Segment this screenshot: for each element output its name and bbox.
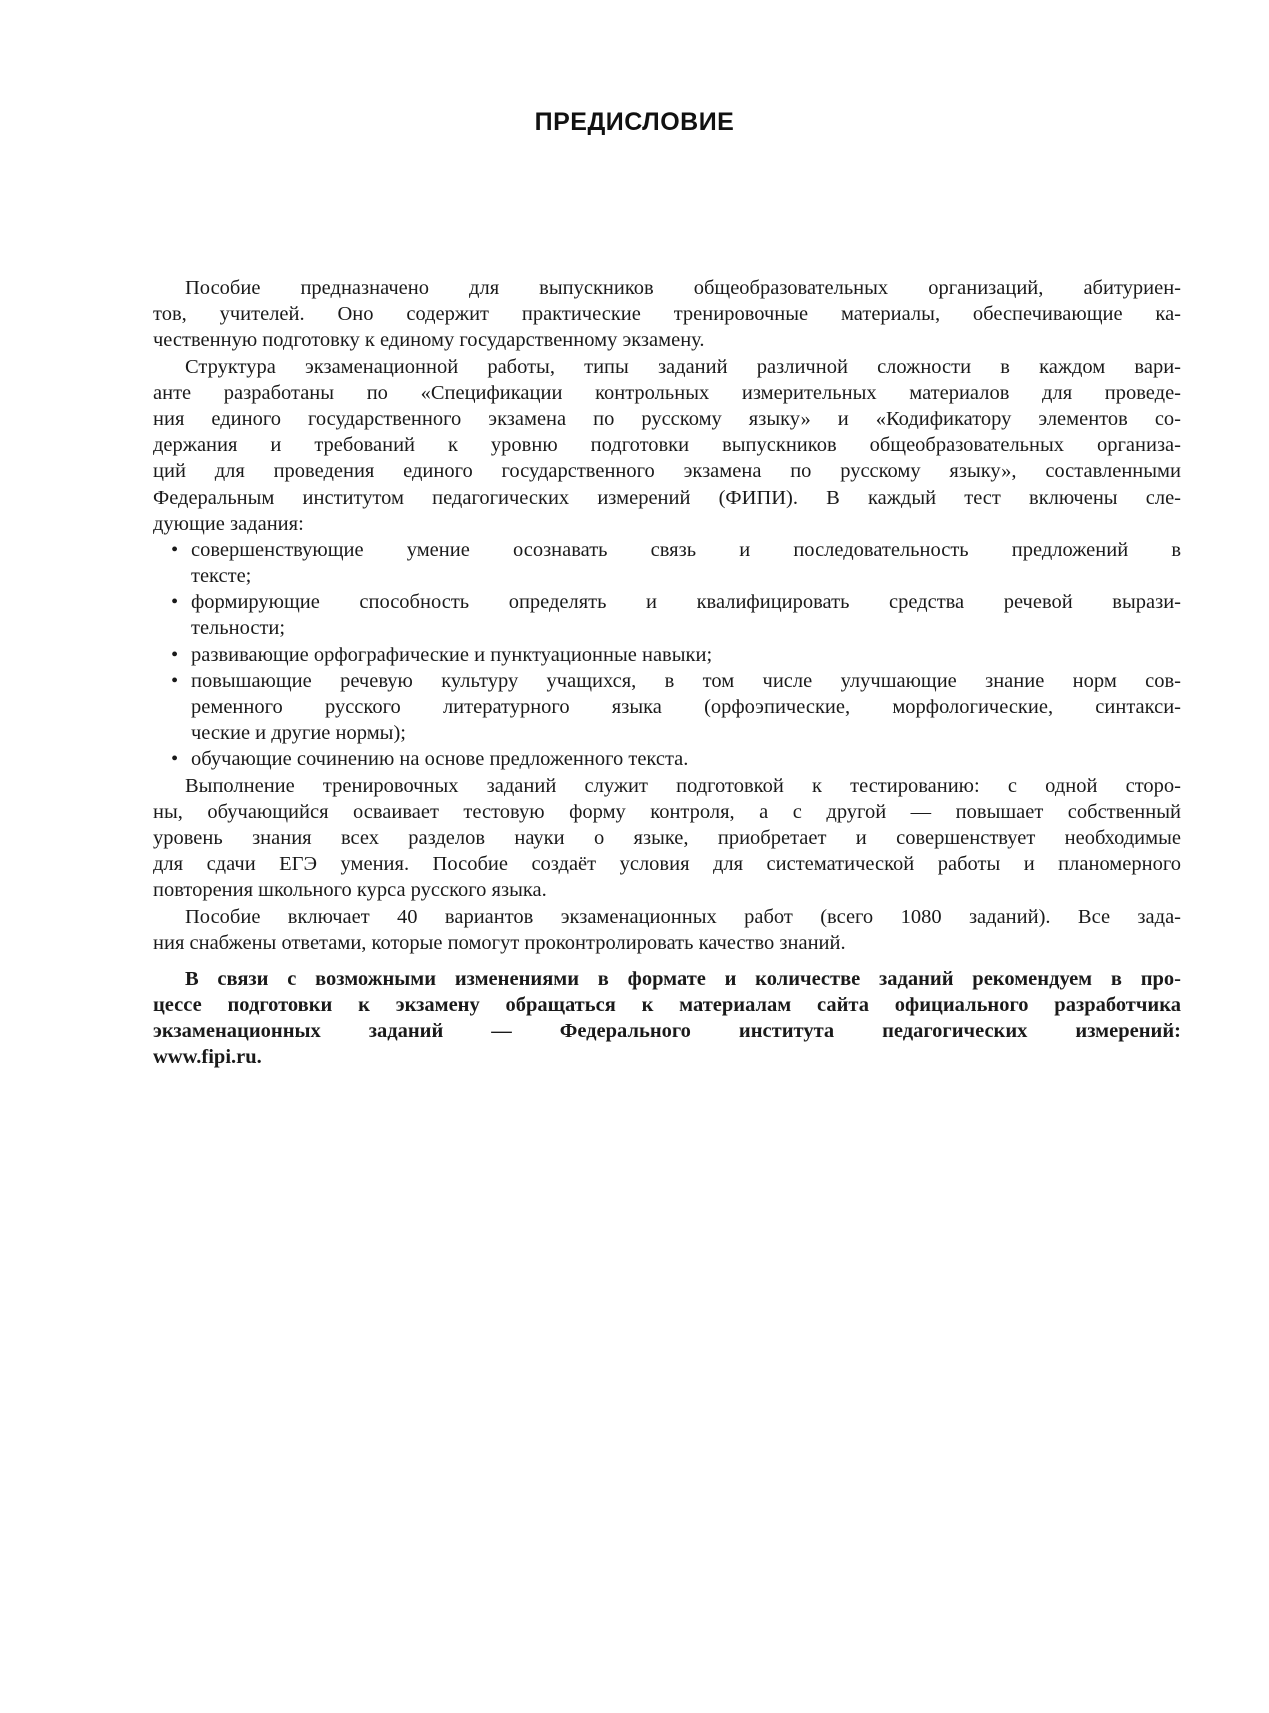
list-item [153,642,1181,668]
text-line: Федеральным институтом педагогических измерений (ФИПИ). В каждый тест включены сле- [153,486,1181,509]
text-line: Выполнение тренировочных заданий служит подготовкой к тестированию: с одной сторо- [185,774,1181,797]
text-line: ны, обучающийся осваивает тестовую форму контроля, а с другой — повышает собственный [153,800,1181,823]
text-line: Пособие включает 40 вариантов экзаменационных работ (всего 1080 заданий). Все зада- [185,905,1181,928]
text-line: обучающие сочинению на основе предложенного текста. [191,748,689,771]
text-line: В связи с возможными изменениями в формате и количестве заданий рекомендуем в про- [185,967,1181,990]
text-line: уровень знания всех разделов науки о языке, приобретает и совершенствует необходимые [153,826,1181,849]
text-line: дующие задания: [153,512,304,535]
fipi-notice [153,966,1181,1071]
text-line: тов, учителей. Оно содержит практические тренировочные материалы, обеспечивающие ка- [153,303,1181,326]
list-item [153,537,1181,589]
list-item [153,668,1181,747]
text-line: повышающие речевую культуру учащихся, в том числе улучшающие знание норм сов- [191,669,1181,692]
paragraph-training [153,773,1181,904]
text-line: совершенствующие умение осознавать связь и последовательность предложений в [191,538,1181,561]
text-line: развивающие орфографические и пунктуационные навыки; [191,643,713,666]
fipi-link: www.fipi.ru. [153,1046,262,1069]
text-line: экзаменационных заданий — Федерального института педагогических измерений: [153,1020,1181,1043]
bullet-icon: • [171,669,179,692]
text-line: держания и требований к уровню подготовки выпускников общеобразовательных организа- [153,434,1181,457]
text-line: ния единого государственного экзамена по русскому языку» и «Кодификатору элементов со- [153,407,1181,430]
text-line: чественную подготовку к единому государственному экзамену. [153,329,705,352]
bullet-icon: • [171,538,179,561]
spacer [153,956,1181,966]
bullet-icon: • [171,748,179,771]
page-title: ПРЕДИСЛОВИЕ [534,108,735,136]
paragraph-purpose [153,275,1181,354]
text-line: ций для проведения единого государственного экзамена по русскому языку», составленными [153,460,1181,483]
text-line: повторения школьного курса русского языка. [153,879,547,902]
text-line: анте разработаны по «Спецификации контрольных измерительных материалов для проведе- [153,381,1181,404]
text-line: тексте; [191,565,252,588]
paragraph-structure [153,354,1181,537]
text-line: ческие и другие нормы); [191,722,406,745]
paragraph-contents [153,904,1181,956]
document-body [153,275,1181,1071]
text-line: ременного русского литературного языка (орфоэпические, морфологические, синтакси- [191,696,1181,718]
bullet-icon: • [171,643,179,666]
text-line: Пособие предназначено для выпускников общеобразовательных организаций, абитуриен- [185,277,1181,299]
text-line: тельности; [191,617,286,640]
list-item [153,746,1181,772]
text-line: ния снабжены ответами, которые помогут проконтролировать качество знаний. [153,931,846,954]
text-line: Структура экзаменационной работы, типы заданий различной сложности в каждом вари- [185,355,1181,378]
list-item [153,589,1181,641]
text-line: цессе подготовки к экзамену обращаться к материалам сайта официального разработчика [153,994,1181,1017]
text-line: формирующие способность определять и квалифицировать средства речевой вырази- [191,591,1181,614]
text-line: для сдачи ЕГЭ умения. Пособие создаёт условия для систематической работы и планомерного [153,853,1181,876]
bullet-icon: • [171,591,179,614]
task-types-list [153,537,1181,773]
